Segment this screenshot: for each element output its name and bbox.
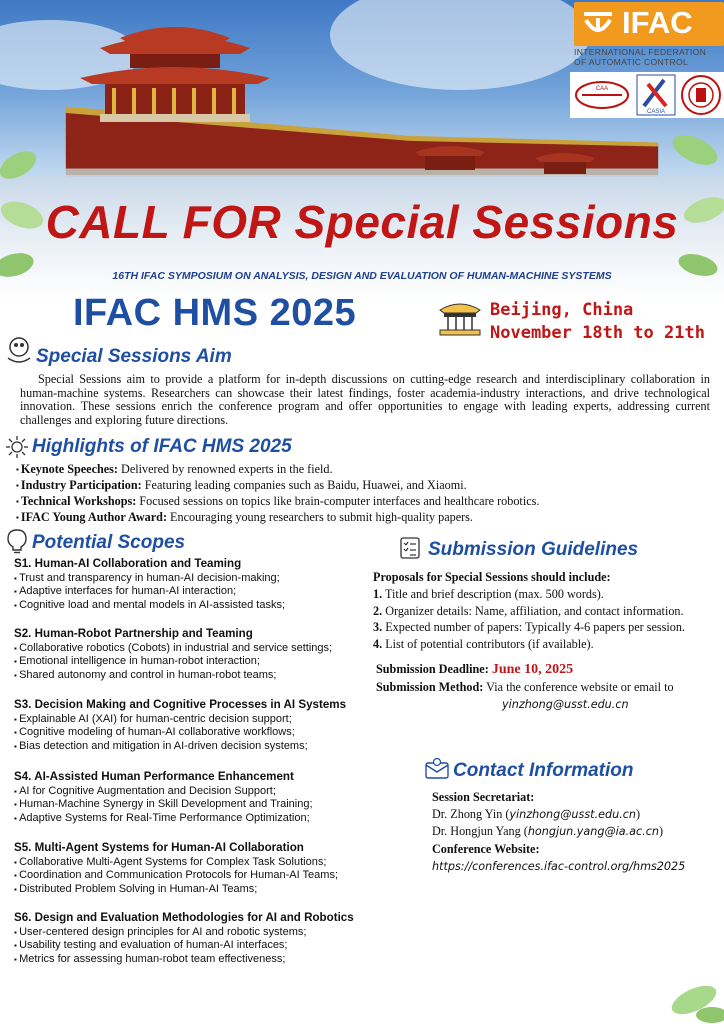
scope-s5: S5. Multi-Agent Systems for Human-AI Collaboration ▪ Collaborative Multi-Agent Systems for Complex Task Solutions; ▪ Coordination and Communication Protocols for Human-AI Teams; ▪ Distributed Problem Solving in Human-AI Teams; bbox=[14, 842, 338, 896]
collaboration-icon bbox=[4, 336, 34, 364]
scope-s6: S6. Design and Evaluation Methodologies for AI and Robotics ▪ User-centered design principles for AI and robotic systems; ▪ Usability testing and evaluation of human-AI interfaces; ▪ Metrics for assessing human-robot team effectiveness; bbox=[14, 912, 354, 966]
scopes-heading: Potential Scopes bbox=[32, 532, 186, 553]
ifac-emblem-icon bbox=[580, 8, 616, 40]
submission-deadline-block bbox=[376, 661, 674, 713]
small-pavilion bbox=[410, 140, 490, 175]
scope-s4: S4. AI-Assisted Human Performance Enhancement ▪ AI for Cognitive Augmentation and Decision Support; ▪ Human-Machine Synergy in Skill Development and Training; ▪ Adaptive Systems for Real-Time Performance Optimization; bbox=[14, 771, 313, 825]
casia-logo-text: CASIA bbox=[646, 109, 666, 115]
ifac-full-name: INTERNATIONAL FEDERATION OF AUTOMATIC CONTROL bbox=[574, 47, 707, 67]
list-item: 4. List of potential contributors (if available). bbox=[373, 637, 594, 652]
casia-logo bbox=[636, 74, 676, 116]
submission-email-link[interactable]: yinzhong@usst.edu.cn bbox=[502, 697, 629, 711]
palace-tower bbox=[60, 18, 290, 128]
scope-s1: S1. Human-AI Collaboration and Teaming ▪ Trust and transparency in human-AI decision-making; ▪ Adaptive interfaces for human-AI interaction; ▪ Cognitive load and mental models in AI-assisted tasks; bbox=[14, 558, 285, 612]
list-item: 1. Title and brief description (max. 500 words). bbox=[373, 586, 604, 601]
ifac-logo bbox=[574, 2, 724, 46]
conference-website-link[interactable]: https://conferences.ifac-control.org/hms2025 bbox=[432, 859, 686, 873]
contact-details: Session Secretariat: Dr. Zhong Yin (yinzhong@usst.edu.cn) Dr. Hongjun Yang (hongjun.yang@ia.ac.cn) Conference Website: https://conferences.ifac-control.org/hms2025 bbox=[432, 790, 686, 873]
leaf-decoration-bottom bbox=[664, 975, 724, 1024]
caa-logo bbox=[572, 76, 632, 114]
page-title: CALL FOR Special Sessions bbox=[45, 196, 679, 248]
list-item: ▪ Keynote Speeches: Delivered by renowned experts in the field. bbox=[16, 462, 539, 478]
method-label: Submission Method: bbox=[376, 679, 484, 694]
ifac-logo-text: IFAC bbox=[622, 5, 693, 40]
deadline-label: Submission Deadline: bbox=[376, 662, 489, 676]
method-text: Via the conference website or email to bbox=[483, 679, 674, 694]
list-item: ▪ IFAC Young Author Award: Encouraging young researchers to submit high-quality papers. bbox=[16, 510, 539, 526]
symposium-subtitle: 16TH IFAC SYMPOSIUM ON ANALYSIS, DESIGN AND EVALUATION OF HUMAN-MACHINE SYSTEMS bbox=[112, 270, 612, 282]
highlights-list bbox=[16, 462, 539, 526]
sun-icon bbox=[6, 436, 28, 458]
caa-logo-text: CAA bbox=[595, 86, 609, 92]
list-item: ▪ Technical Workshops: Focused sessions on topics like brain-computer interfaces and healthcare robotics. bbox=[16, 494, 539, 510]
deadline-date: June 10, 2025 bbox=[491, 662, 574, 677]
contact-heading: Contact Information bbox=[453, 760, 634, 781]
partner-logos bbox=[570, 72, 724, 118]
event-dates: November 18th to 21th bbox=[490, 323, 705, 343]
highlights-heading: Highlights of IFAC HMS 2025 bbox=[32, 436, 292, 457]
list-item: ▪ Industry Participation: Featuring leading companies such as Baidu, Huawei, and Xiaomi. bbox=[16, 478, 539, 494]
checklist-icon bbox=[400, 537, 420, 559]
event-location: Beijing, China bbox=[490, 300, 634, 320]
aim-heading: Special Sessions Aim bbox=[36, 346, 232, 367]
list-item: 2. Organizer details: Name, affiliation, and contact information. bbox=[373, 603, 684, 618]
submission-details: Proposals for Special Sessions should include: 1. Title and brief description (max. 500 words). 2. Organizer details: Name, affiliation, and contact information. 3. Expected number of papers: Typically 4-6 papers per session. 4. List of potential contributors (if available). bbox=[373, 570, 685, 652]
conference-name: IFAC HMS 2025 bbox=[73, 292, 357, 334]
aim-text: Special Sessions aim to provide a platform for in-depth discussions on cutting-edge research and interdisciplinary collaboration in human-machine systems. Researchers can showcase their latest findings, foster academia-industry interactions, and drive technological innovation. These sessions enrich the conference program and offer opportunities to engage with leading experts, addressing current challenges and exploring future directions. bbox=[20, 372, 710, 427]
list-item: 3. Expected number of papers: Typically 4-6 papers per session. bbox=[373, 620, 685, 635]
temple-icon bbox=[436, 296, 484, 338]
submission-heading: Submission Guidelines bbox=[428, 539, 639, 560]
contact-email-2[interactable]: hongjun.yang@ia.ac.cn bbox=[527, 825, 659, 839]
lightbulb-icon bbox=[6, 528, 28, 554]
email-icon bbox=[425, 758, 449, 780]
university-seal-logo bbox=[680, 74, 722, 116]
scope-s2: S2. Human-Robot Partnership and Teaming ▪ Collaborative robotics (Cobots) in industrial and service settings; ▪ Emotional intelligence in human-robot interaction; ▪ Shared autonomy and control in human-robot teams; bbox=[14, 628, 332, 682]
scope-s3: S3. Decision Making and Cognitive Processes in AI Systems ▪ Explainable AI (XAI) for human-centric decision support; ▪ Cognitive modeling of human-AI collaborative workflows; ▪ Bias detection and mitigation in AI-driven decision systems; bbox=[14, 699, 346, 753]
contact-email-1[interactable]: yinzhong@usst.edu.cn bbox=[509, 808, 636, 822]
small-pavilion-2 bbox=[530, 148, 600, 178]
